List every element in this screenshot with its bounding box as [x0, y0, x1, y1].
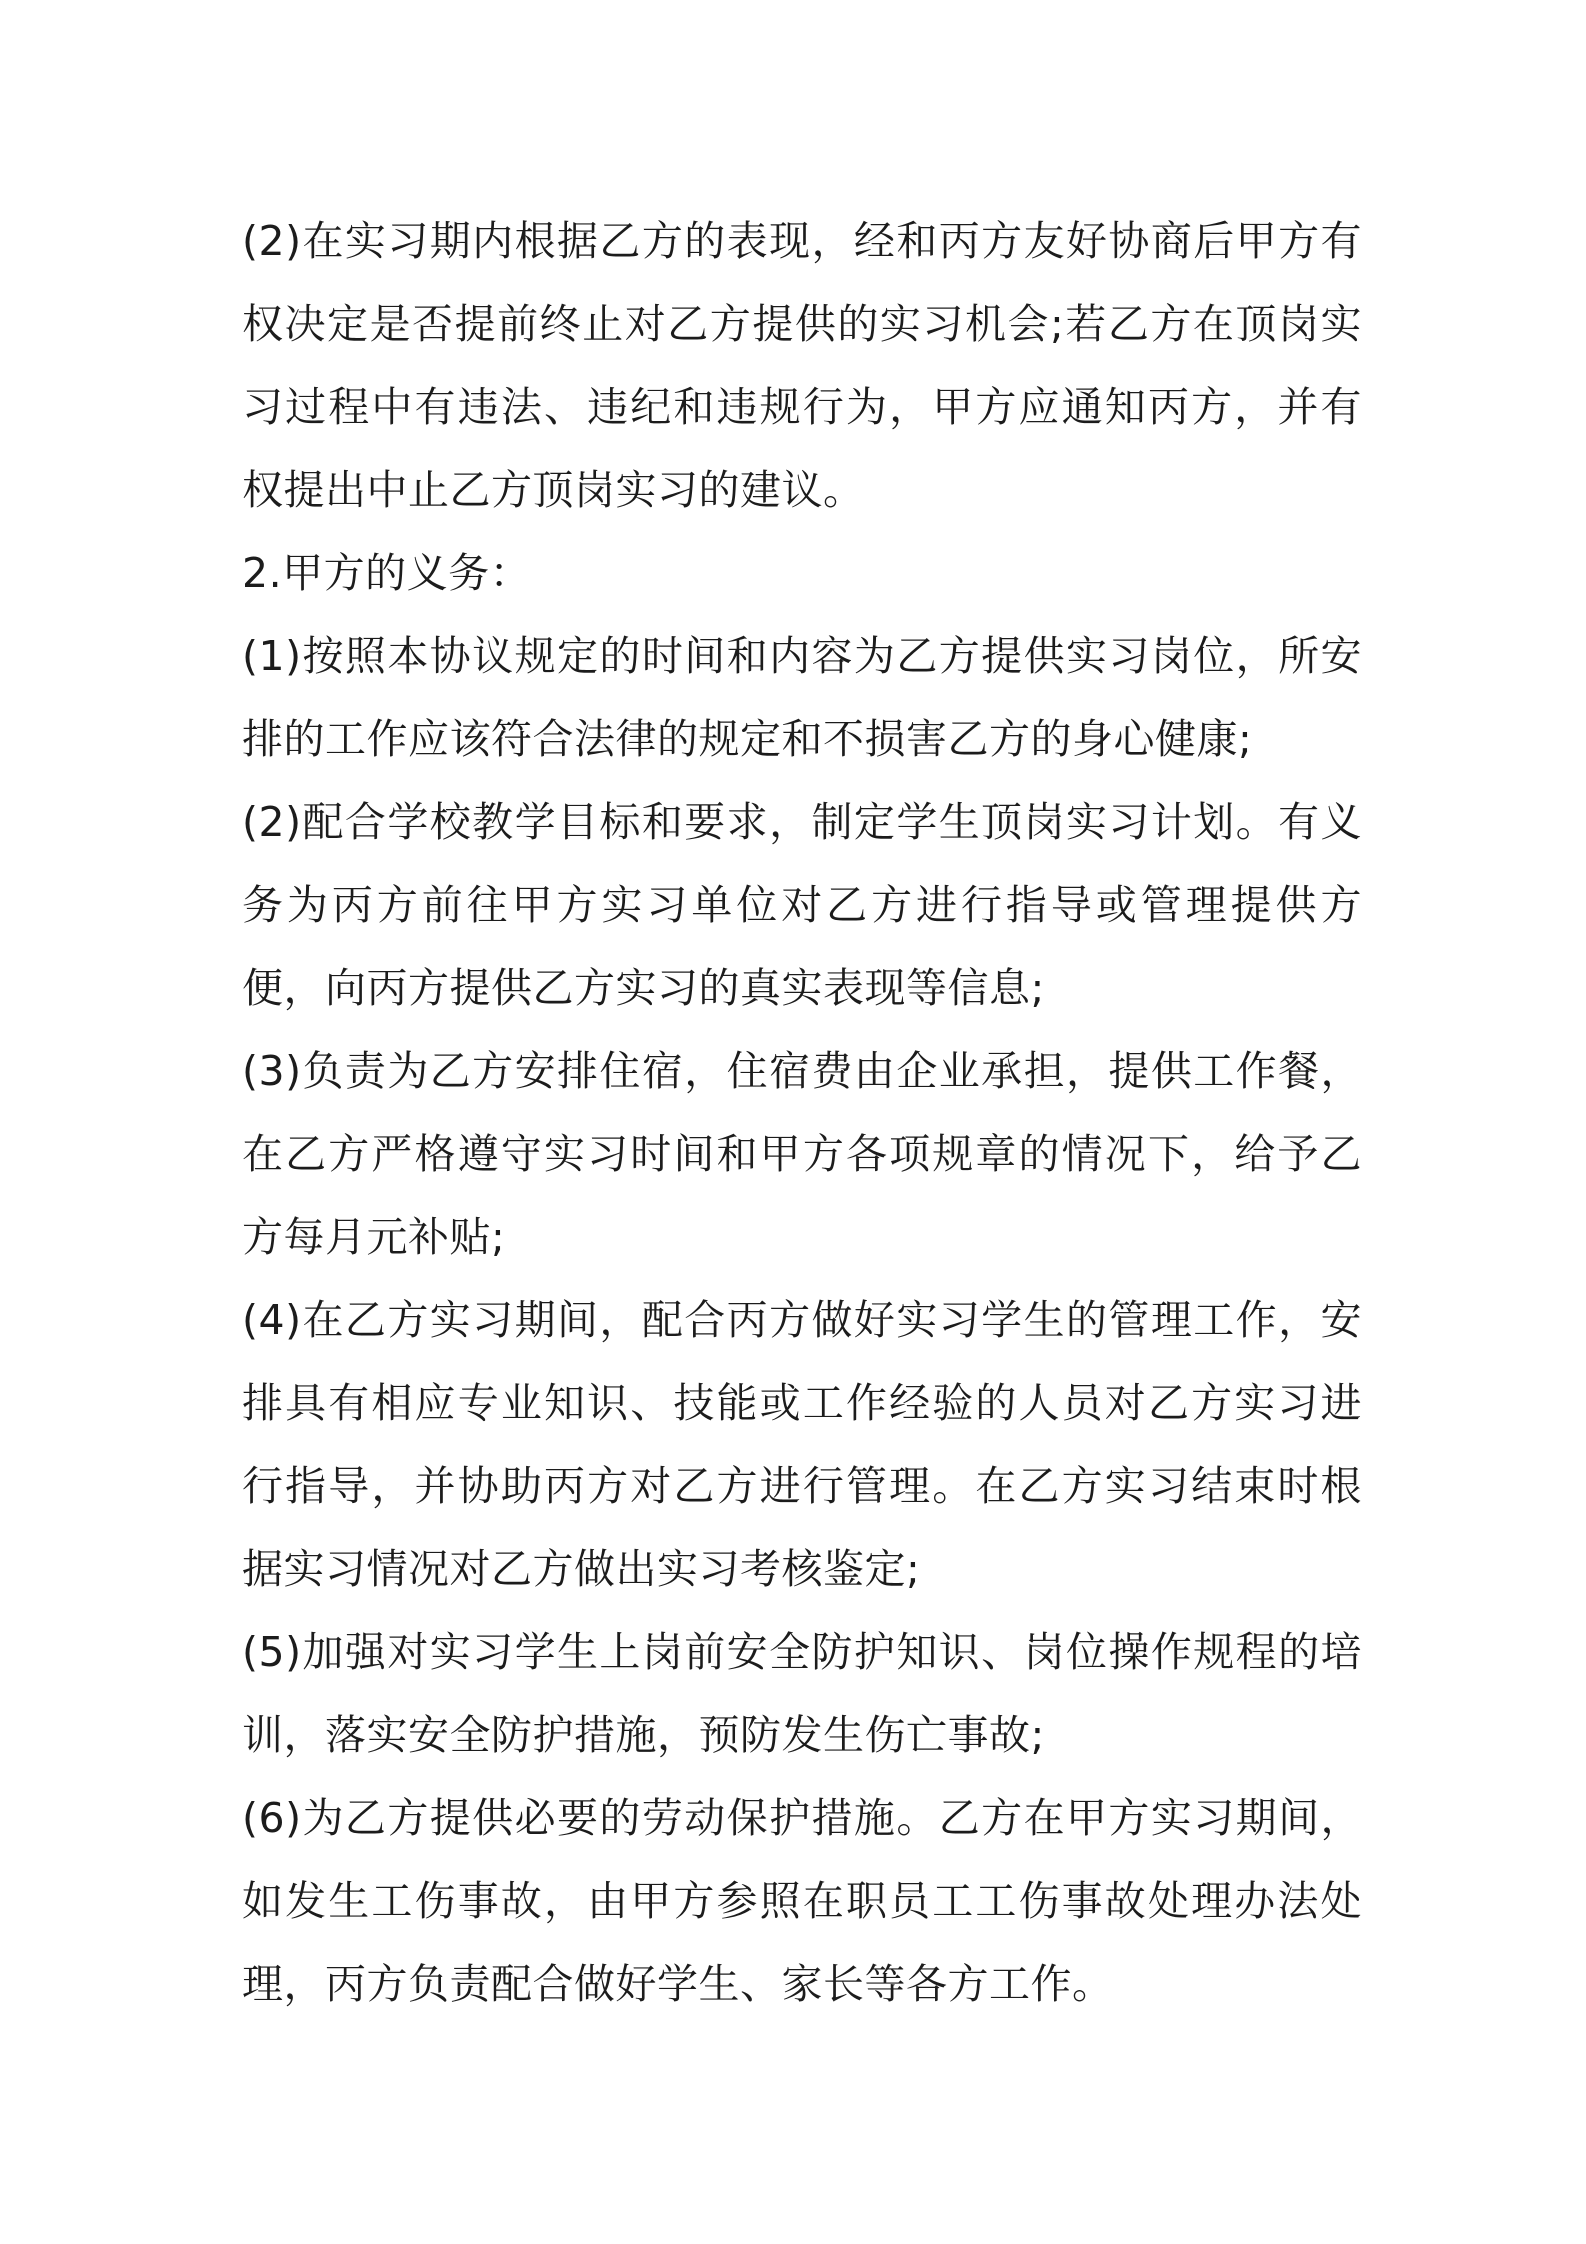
section-heading-obligations: 2.甲方的义务： — [242, 549, 532, 597]
paragraph-obligation-5: (5)加强对实习学生上岗前安全防护知识、岗位操作规程的培训，落实安全防护措施，预防发生伤亡事故; — [242, 1628, 1362, 1759]
paragraph-right-2: (2)在实习期内根据乙方的表现，经和丙方友好协商后甲方有权决定是否提前终止对乙方提供的实习机会;若乙方在顶岗实习过程中有违法、违纪和违规行为，甲方应通知丙方，并有权提出中止乙方顶岗实习的建议。 — [242, 217, 1362, 514]
paragraph-obligation-4: (4)在乙方实习期间，配合丙方做好实习学生的管理工作，安排具有相应专业知识、技能或工作经验的人员对乙方实习进行指导，并协助丙方对乙方进行管理。在乙方实习结束时根据实习情况对乙方做出实习考核鉴定; — [242, 1296, 1362, 1593]
paragraph-obligation-3: (3)负责为乙方安排住宿，住宿费由企业承担，提供工作餐，在乙方严格遵守实习时间和甲方各项规章的情况下，给予乙方每月元补贴; — [242, 1047, 1362, 1261]
paragraph-obligation-2: (2)配合学校教学目标和要求，制定学生顶岗实习计划。有义务为丙方前往甲方实习单位对乙方进行指导或管理提供方便，向丙方提供乙方实习的真实表现等信息; — [242, 798, 1362, 1012]
paragraph-obligation-6: (6)为乙方提供必要的劳动保护措施。乙方在甲方实习期间，如发生工伤事故，由甲方参照在职员工工伤事故处理办法处理，丙方负责配合做好学生、家长等各方工作。 — [242, 1794, 1362, 2008]
paragraph-obligation-1: (1)按照本协议规定的时间和内容为乙方提供实习岗位，所安排的工作应该符合法律的规定和不损害乙方的身心健康; — [242, 632, 1362, 763]
document-body — [242, 200, 1362, 2026]
